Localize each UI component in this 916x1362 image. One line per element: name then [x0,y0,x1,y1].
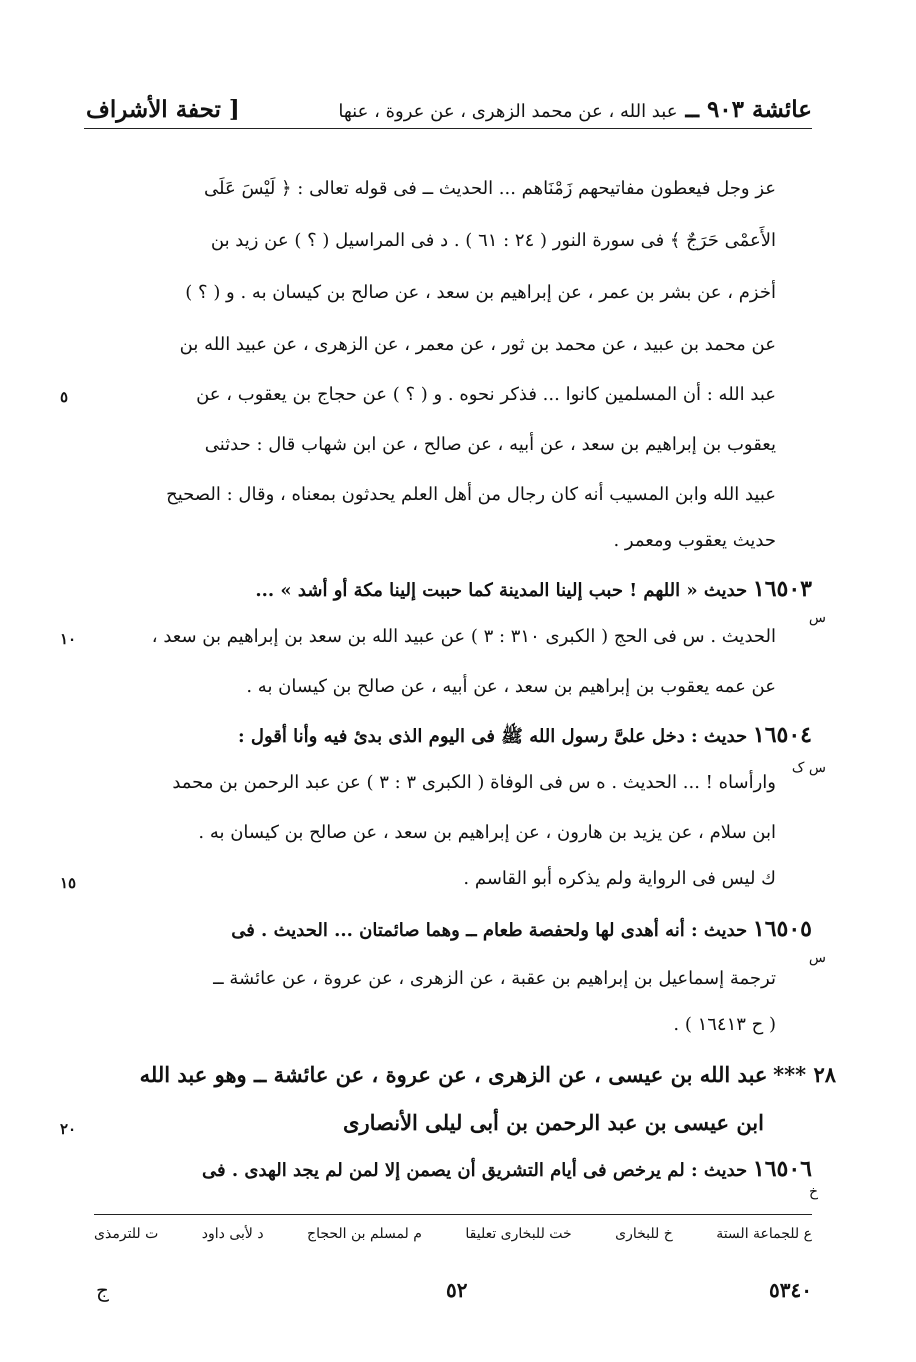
entry-text: حديث « اللهم ! حبب إلينا المدينة كما حببت إلينا مكة أو أشد » ... [255,580,748,601]
entry-number: ١٦٥٠٦ [752,1156,812,1182]
abbrev-item: ع للجماعة الستة [716,1226,812,1242]
text-line: حديث يعقوب ومعمر . [613,530,776,551]
footer-rule [94,1214,812,1215]
entry-number: ١٦٥٠٤ [752,722,812,748]
section-number: ٢٨ *** [773,1062,836,1087]
abbrev-item: ت للترمذى [94,1226,159,1242]
footer-code: ٥٣٤٠ [769,1278,812,1302]
text-line: عز وجل فيعطون مفاتيحهم زَمْنَاهم ... الحديث ــ فى قوله تعالى : ﴿ لَيْسَ عَلَى [204,178,776,199]
text-line: يعقوب بن إبراهيم بن سعد ، عن أبيه ، عن صالح ، عن ابن شهاب قال : حدثنى [204,434,776,455]
running-header [338,96,812,123]
sigla-mark: س [808,950,826,966]
sigla-mark: س [808,610,826,626]
page-number: ٥٢ [446,1278,468,1302]
margin-line-number: ١٥ [60,874,77,892]
text-line: الأَعمْى حَرَجٌ ﴾ فى سورة النور ( ٢٤ : ٦١ ) . د فى المراسيل ( ؟ ) عن زيد بن [210,230,776,251]
margin-line-number: ٢٠ [60,1120,77,1138]
entry-16505 [231,916,812,942]
text-line: ( ح ١٦٤١٣ ) . [673,1014,776,1035]
text-line: عبد الله : أن المسلمين كانوا ... فذكر نحوه . و ( ؟ ) عن حجاج بن يعقوب ، عن [196,384,776,405]
entry-16504 [238,722,812,751]
text-line: الحديث . س فى الحج ( الكبرى ٣١٠ : ٣ ) عن عبيد الله بن سعد بن إبراهيم بن سعد ، [151,626,776,647]
abbrev-item: م لمسلم بن الحجاج [307,1226,422,1242]
book-title: [ تحفة الأشراف [86,96,240,123]
abbreviation-key [94,1226,812,1242]
abbrev-item: خت للبخارى تعليقا [465,1226,572,1242]
sigla-mark: خ [808,1184,818,1200]
entry-16506 [202,1156,812,1182]
entry-number: ١٦٥٠٣ [752,576,812,602]
text-line: أخزم ، عن بشر بن عمر ، عن إبراهيم بن سعد ، عن صالح بن كيسان به . و ( ؟ ) [185,282,776,303]
header-rule [84,128,812,129]
section-subtitle: ابن عيسى بن عبد الرحمن بن أبى ليلى الأنصارى [343,1110,764,1135]
entry-text: حديث : دخل علىَّ رسول الله ﷺ فى اليوم الذى بدئ فيه وأنا أقول : [238,726,748,747]
entry-text: حديث : أنه أهدى لها ولحفصة طعام ــ وهما صائمتان ... الحديث . فى [231,920,748,941]
section-title: عبد الله بن عيسى ، عن الزهرى ، عن عروة ، عن عائشة ــ وهو عبد الله [139,1062,768,1087]
margin-line-number: ٥ [60,388,69,406]
margin-line-number: ١٠ [60,630,77,648]
sigla-mark: س ک [791,760,826,776]
text-line: عن محمد بن عبيد ، عن محمد بن ثور ، عن معمر ، عن الزهرى ، عن عبيد الله بن [179,334,776,355]
volume-mark: ج [96,1278,109,1302]
section-heading [140,1062,836,1087]
entry-number: ١٦٥٠٥ [752,916,812,942]
text-line: ابن سلام ، عن يزيد بن هارون ، عن إبراهيم بن سعد ، عن صالح بن كيسان به . [198,822,776,843]
text-line: عبيد الله وابن المسيب أنه كان رجال من أهل العلم يحدثون بمعناه ، وقال : الصحيح [166,484,776,505]
abbrev-item: خ للبخارى [615,1226,673,1242]
header-title: عائشة ٩٠٣ ــ [685,96,812,123]
text-line: ترجمة إسماعيل بن إبراهيم بن عقبة ، عن الزهرى ، عن عروة ، عن عائشة ــ [213,968,776,989]
text-line: وارأساه ! ... الحديث . ‌ه س فى الوفاة ( الكبرى ٣ : ٣ ) عن عبد الرحمن بن محمد [172,772,776,793]
entry-text: حديث : لم يرخص فى أيام التشريق أن يصمن إلا لمن لم يجد الهدى . فى [201,1160,748,1181]
text-line: ك ليس فى الرواية ولم يذكره أبو القاسم . [463,868,776,889]
abbrev-item: د لأبى داود [201,1226,264,1242]
header-chain: عبد الله ، عن محمد الزهرى ، عن عروة ، عنها [338,101,678,122]
text-line: عن عمه يعقوب بن إبراهيم بن سعد ، عن أبيه ، عن صالح بن كيسان به . [246,676,776,697]
entry-16503 [255,576,812,602]
